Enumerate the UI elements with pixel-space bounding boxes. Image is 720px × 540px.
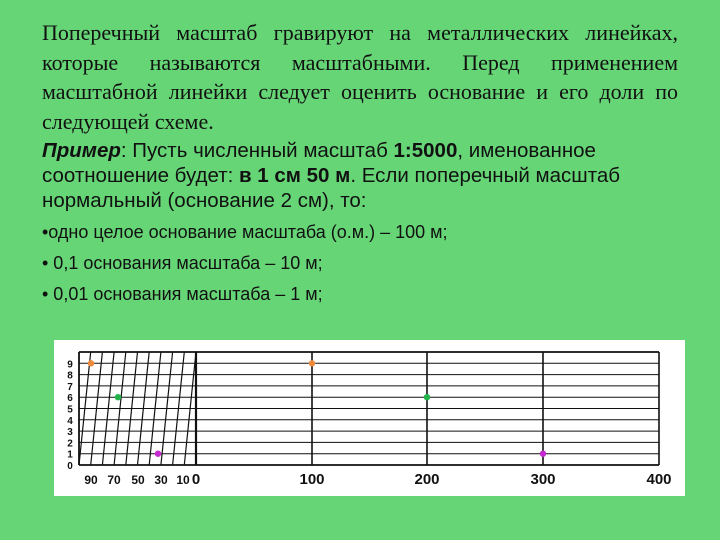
numeric-scale: 1:5000 [393,139,458,162]
transversal-scale-drawing [54,340,685,496]
example-text-1: Пусть численный масштаб [132,139,394,162]
example-sep: : [120,139,133,162]
example-paragraph [42,138,678,213]
scale-bottom-label: 0 [191,471,201,488]
measurement-marker [309,360,315,366]
measurement-marker [155,451,161,457]
measurement-marker [88,360,94,366]
scale-left-label: 0 [67,461,73,472]
scale-left-label: 5 [67,404,73,416]
example-text-3: . Если поперечный масштаб нормальный (основание 2 см), то: [42,164,621,212]
measurement-marker [424,394,430,400]
scale-left-label: 7 [67,381,73,393]
measurement-marker [540,451,546,457]
scale-bottom-label: 10 [176,473,190,487]
bullet-item: • 0,01 основания масштаба – 1 м; [42,284,323,304]
bullet-list [42,217,678,310]
scale-bottom-label: 200 [414,471,440,488]
scale-bottom-label: 70 [107,473,121,487]
scale-bottom-label: 50 [131,473,145,487]
example-text-2: , именованное соотношение будет: [42,139,596,187]
scale-bottom-label: 90 [84,473,98,487]
bullet-item: • 0,1 основания масштаба – 10 м; [42,253,323,273]
scale-left-label: 8 [67,370,73,382]
slide-content [42,18,678,310]
scale-left-label: 6 [67,393,73,405]
scale-left-label: 9 [67,359,73,371]
scale-left-label: 4 [67,415,73,427]
measurement-marker [115,394,121,400]
transversal-scale-figure [54,340,685,496]
named-ratio: в 1 см 50 м [238,164,351,187]
intro-paragraph: Поперечный масштаб гравируют на металлических линейках, которые называются масштабными. Перед применением масштабной линейки следует оценить основание и его доли по следующей схеме. [42,20,678,134]
scale-bottom-label: 30 [154,473,168,487]
scale-left-label: 1 [67,449,73,461]
scale-bottom-label: 100 [299,471,325,488]
scale-left-label: 2 [67,438,73,450]
bullet-item: •одно целое основание масштаба (о.м.) – 100 м; [42,222,448,242]
scale-bottom-label: 400 [646,471,672,488]
scale-bottom-label: 300 [530,471,556,488]
scale-left-label: 3 [67,427,73,439]
example-label: Пример [42,139,121,162]
